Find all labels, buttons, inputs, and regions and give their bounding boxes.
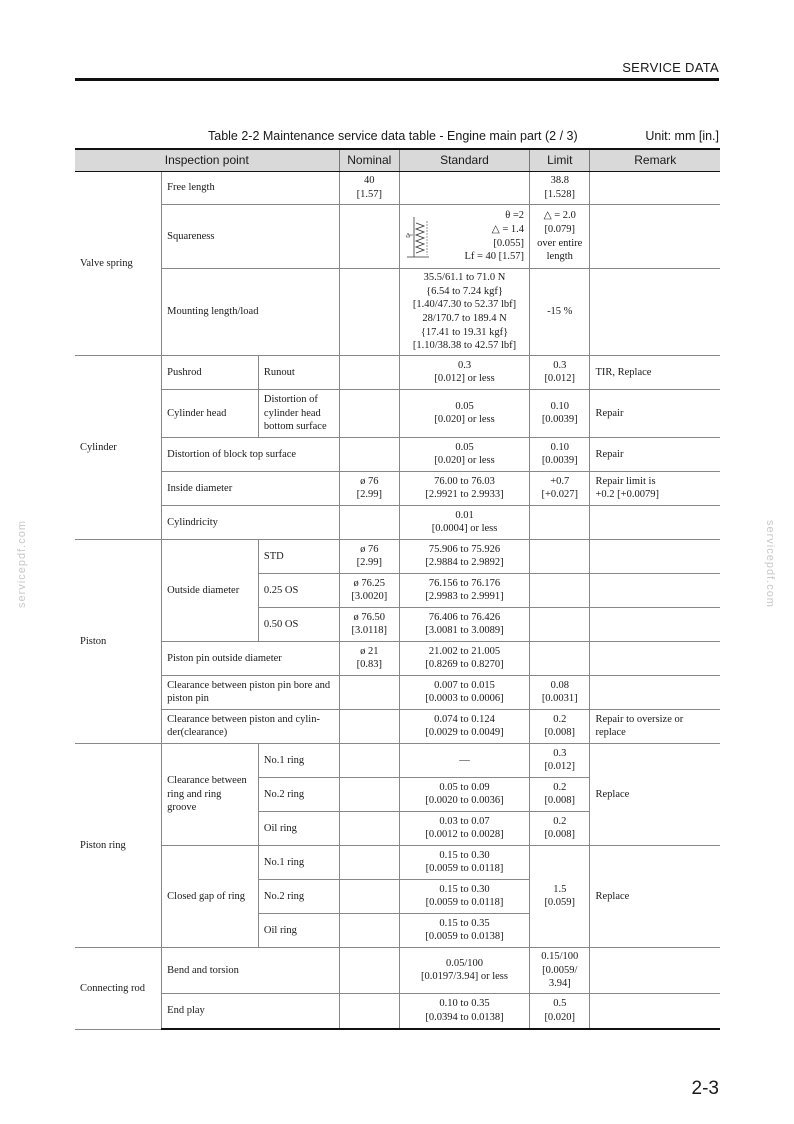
table-header-row [75,149,720,172]
table-row [75,172,720,205]
standard-cell: θ =2 △ = 1.4 [0.055] Lf = 40 [1.57] [400,205,530,269]
table-row [75,709,720,743]
limit-cell: 0.5 [0.020] [530,993,590,1029]
row-sublabel: No.1 ring [258,743,339,777]
limit-cell: +0.7 [+0.027] [530,471,590,505]
limit-cell: 0.15/100 [0.0059/ 3.94] [530,947,590,993]
row-sublabel: 0.50 OS [258,607,339,641]
row-label: Closed gap of ring [162,845,259,947]
col-standard: Standard [400,149,530,172]
nominal-cell: ø 76.25 [3.0020] [339,573,399,607]
limit-cell: 0.2 [0.008] [530,777,590,811]
col-nominal: Nominal [339,149,399,172]
nominal-cell [339,709,399,743]
standard-cell: 0.15 to 0.35 [0.0059 to 0.0138] [400,913,530,947]
remark-cell: TIR, Replace [590,355,720,389]
row-label: Pushrod [162,355,259,389]
remark-cell [590,947,720,993]
row-label: Bend and torsion [162,947,339,993]
limit-cell: 0.3 [0.012] [530,743,590,777]
nominal-cell [339,389,399,437]
nominal-cell [339,205,399,269]
col-inspection-point: Inspection point [75,149,339,172]
row-label: Cylindricity [162,505,339,539]
limit-cell: 38.8 [1.528] [530,172,590,205]
standard-cell: 0.03 to 0.07 [0.0012 to 0.0028] [400,811,530,845]
nominal-cell [339,355,399,389]
table-row [75,505,720,539]
remark-cell: Repair [590,389,720,437]
limit-cell: 0.3 [0.012] [530,355,590,389]
col-limit: Limit [530,149,590,172]
remark-cell: Repair limit is +0.2 [+0.0079] [590,471,720,505]
remark-cell [590,539,720,573]
remark-cell [590,607,720,641]
nominal-cell [339,811,399,845]
standard-cell: 0.3 [0.012] or less [400,355,530,389]
nominal-cell [339,879,399,913]
row-sublabel: Distortion of cylinder head bottom surface [258,389,339,437]
standard-cell: 21.002 to 21.005 [0.8269 to 0.8270] [400,641,530,675]
row-sublabel: No.1 ring [258,845,339,879]
header-rule [75,78,719,81]
table-caption: Table 2-2 Maintenance service data table - Engine main part (2 / 3) [208,129,578,143]
limit-cell [530,607,590,641]
remark-cell: Repair to oversize or replace [590,709,720,743]
table-row [75,743,720,777]
standard-cell: 0.15 to 0.30 [0.0059 to 0.0118] [400,845,530,879]
nominal-cell [339,947,399,993]
watermark-right: servicepdf.com [764,520,776,608]
remark-cell [590,675,720,709]
standard-cell [400,172,530,205]
standard-cell: 0.15 to 0.30 [0.0059 to 0.0118] [400,879,530,913]
table-unit: Unit: mm [in.] [645,129,719,143]
limit-cell [530,539,590,573]
standard-cell: 35.5/61.1 to 71.0 N {6.54 to 7.24 kgf} [1.40/47.30 to 52.37 lbf] 28/170.7 to 189.4 N {17.41 to 19.31 kgf} [1.10/38.38 to 42.57 lbf] [400,269,530,356]
standard-cell: 0.10 to 0.35 [0.0394 to 0.0138] [400,993,530,1029]
standard-cell: 0.007 to 0.015 [0.0003 to 0.0006] [400,675,530,709]
table-row [75,471,720,505]
limit-cell: △ = 2.0 [0.079] over entire length [530,205,590,269]
nominal-cell: ø 21 [0.83] [339,641,399,675]
row-label: Mounting length/load [162,269,339,356]
standard-cell: 76.00 to 76.03 [2.9921 to 2.9933] [400,471,530,505]
table-row [75,947,720,993]
row-sublabel: STD [258,539,339,573]
limit-cell [530,573,590,607]
table-row [75,539,720,573]
table-row [75,845,720,879]
row-sublabel: 0.25 OS [258,573,339,607]
group-cylinder: Cylinder [75,355,162,539]
nominal-cell [339,437,399,471]
limit-cell: 0.08 [0.0031] [530,675,590,709]
limit-cell [530,641,590,675]
remark-cell [590,205,720,269]
group-piston: Piston [75,539,162,743]
table-row [75,205,720,269]
nominal-cell: ø 76 [2.99] [339,539,399,573]
nominal-cell [339,675,399,709]
row-label: Squareness [162,205,339,269]
standard-cell: 0.074 to 0.124 [0.0029 to 0.0049] [400,709,530,743]
row-label: Inside diameter [162,471,339,505]
nominal-cell [339,505,399,539]
row-label: Outside diameter [162,539,259,641]
standard-cell: 0.05 [0.020] or less [400,437,530,471]
table-row [75,675,720,709]
limit-cell: -15 % [530,269,590,356]
standard-cell: 0.05 to 0.09 [0.0020 to 0.0036] [400,777,530,811]
row-label: Piston pin outside diameter [162,641,339,675]
nominal-cell: ø 76 [2.99] [339,471,399,505]
limit-cell: 0.2 [0.008] [530,709,590,743]
standard-cell: — [400,743,530,777]
remark-cell [590,993,720,1029]
nominal-cell [339,269,399,356]
limit-cell: 0.10 [0.0039] [530,437,590,471]
nominal-cell [339,845,399,879]
remark-cell [590,172,720,205]
spring-squareness-icon [405,215,431,259]
group-valve-spring: Valve spring [75,172,162,356]
limit-cell: 0.2 [0.008] [530,811,590,845]
row-label: Free length [162,172,339,205]
maintenance-data-table [75,148,720,1030]
page-number: 2-3 [691,1078,719,1099]
limit-cell [530,505,590,539]
table-row [75,437,720,471]
remark-cell: Replace [590,743,720,845]
row-label: End play [162,993,339,1029]
table-row [75,269,720,356]
standard-cell: 0.05/100 [0.0197/3.94] or less [400,947,530,993]
limit-cell: 0.10 [0.0039] [530,389,590,437]
nominal-cell [339,743,399,777]
row-sublabel: Runout [258,355,339,389]
nominal-cell [339,993,399,1029]
limit-cell: 1.5 [0.059] [530,845,590,947]
row-sublabel: No.2 ring [258,879,339,913]
table-row [75,355,720,389]
standard-cell: 76.406 to 76.426 [3.0081 to 3.0089] [400,607,530,641]
remark-cell [590,505,720,539]
row-sublabel: No.2 ring [258,777,339,811]
nominal-cell: ø 76.50 [3.0118] [339,607,399,641]
row-label: Clearance between ring and ring groove [162,743,259,845]
remark-cell: Replace [590,845,720,947]
remark-cell [590,573,720,607]
row-label: Clearance between piston pin bore and piston pin [162,675,339,709]
row-sublabel: Oil ring [258,913,339,947]
row-label: Cylinder head [162,389,259,437]
group-piston-ring: Piston ring [75,743,162,947]
remark-cell: Repair [590,437,720,471]
nominal-cell [339,913,399,947]
col-remark: Remark [590,149,720,172]
group-connecting-rod: Connecting rod [75,947,162,1029]
row-label: Clearance between piston and cylin- der(clearance) [162,709,339,743]
nominal-cell [339,777,399,811]
standard-cell: 76.156 to 76.176 [2.9983 to 2.9991] [400,573,530,607]
section-title: SERVICE DATA [622,60,719,75]
standard-cell: 0.01 [0.0004] or less [400,505,530,539]
row-sublabel: Oil ring [258,811,339,845]
table-row [75,641,720,675]
nominal-cell: 40 [1.57] [339,172,399,205]
table-row [75,389,720,437]
remark-cell [590,641,720,675]
standard-cell: 0.05 [0.020] or less [400,389,530,437]
watermark-left: servicepdf.com [16,520,28,608]
standard-cell: 75.906 to 75.926 [2.9884 to 2.9892] [400,539,530,573]
table-row [75,993,720,1029]
remark-cell [590,269,720,356]
row-label: Distortion of block top surface [162,437,339,471]
